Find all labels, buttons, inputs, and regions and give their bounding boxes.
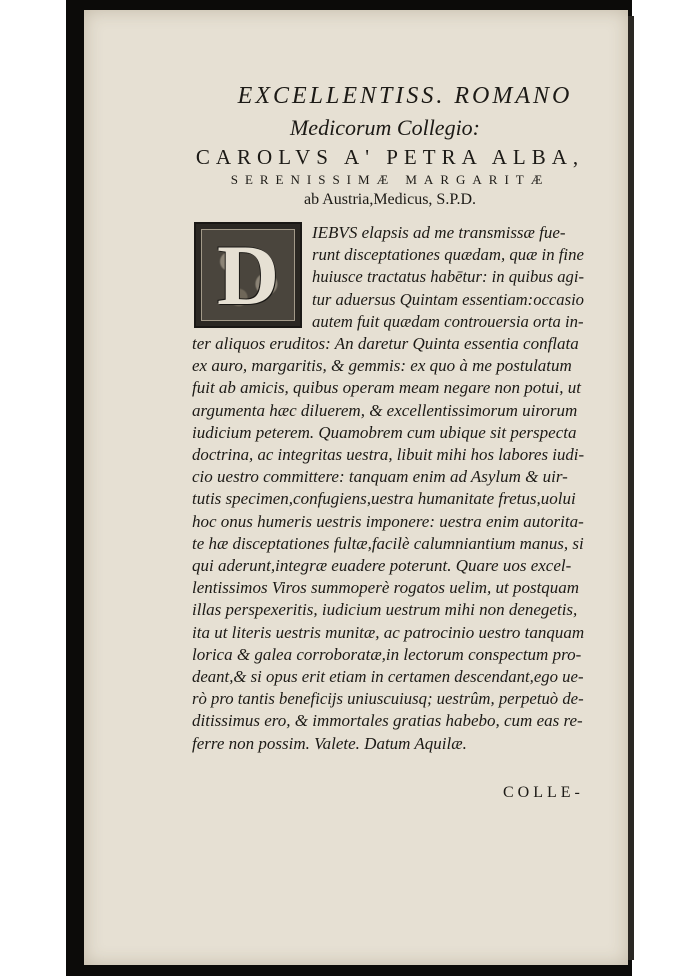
body-line: qui aderunt,integræ euadere poterunt. Quare uos excel- <box>192 556 572 575</box>
body-line: ditissimus ero, & immortales gratias habebo, cum eas re- <box>192 711 583 731</box>
initial-letter: D <box>216 227 280 323</box>
body-line: ferre non possim. Valete. Datum Aquilæ. <box>192 733 467 753</box>
body-line: argumenta hæc diluerem, & excellentissimorum uirorum <box>192 400 578 420</box>
body-line: rò pro tantis beneficijs uniuscuiusq; uestrûm, perpetuò de- <box>192 689 584 709</box>
body-line: runt disceptationes quædam, quæ in fine <box>312 245 584 265</box>
dedication-heading-line-2: Medicorum Collegio: <box>289 115 481 140</box>
body-line: hoc onus humeris uestris imponere: uestra enim autorita- <box>192 511 584 531</box>
author-title: ab Austria,Medicus, S.P.D. <box>304 191 476 208</box>
body-line: doctrina, ac integritas uestra, libuit mihi hos labores iudi- <box>192 445 585 464</box>
body-line: ita ut literis uestris munitæ, ac patrocinio uestro tanquam <box>192 622 585 642</box>
author-name: CAROLVS A' PETRA ALBA, <box>195 145 585 169</box>
body-line: ter aliquos eruditos: An daretur Quinta essentia conflata <box>192 334 579 353</box>
decorated-initial <box>194 222 302 328</box>
body-line: fuit ab amicis, quibus operam meam negare non potui, ut <box>192 378 581 398</box>
body-line: autem fuit quædam controuersia orta in- <box>312 311 584 331</box>
body-line: ex auro, margaritis, & gemmis: ex quo à me postulatum <box>192 356 572 376</box>
body-line: lentissimos Viros summoperè rogatos uelim, ut postquam <box>192 578 580 598</box>
body-line: tur aduersus Quintam essentiam:occasio <box>312 289 585 309</box>
dedication-heading-line-1: EXCELLENTISS. ROMANO <box>237 83 573 109</box>
patron-name: SERENISSIMÆ MARGARITÆ <box>230 172 550 187</box>
body-line: lorica & galea corroboratæ,in lectorum conspectum pro- <box>192 644 582 664</box>
body-line: IEBVS elapsis ad me transmissæ fue- <box>312 223 566 242</box>
body-line: deant,& si opus erit etiam in certamen descendant,ego ue- <box>192 667 584 686</box>
body-line: te hæ disceptationes fultæ,facilè calumniantium manus, si <box>192 533 584 553</box>
body-line: iudicium peterem. Quamobrem cum ubique sit perspecta <box>192 422 577 442</box>
body-line: huiusce tractatus habētur: in quibus agi- <box>312 267 585 287</box>
body-line: illas perspexeritis, iudicium uestrum mihi non denegetis, <box>192 600 578 620</box>
catchword: COLLE- <box>503 784 584 801</box>
body-line: tutis specimen,confugiens,uestra humanitate fretus,uolui <box>192 489 576 509</box>
body-line: cio uestro committere: tanquam enim ad Asylum & uir- <box>192 467 568 487</box>
